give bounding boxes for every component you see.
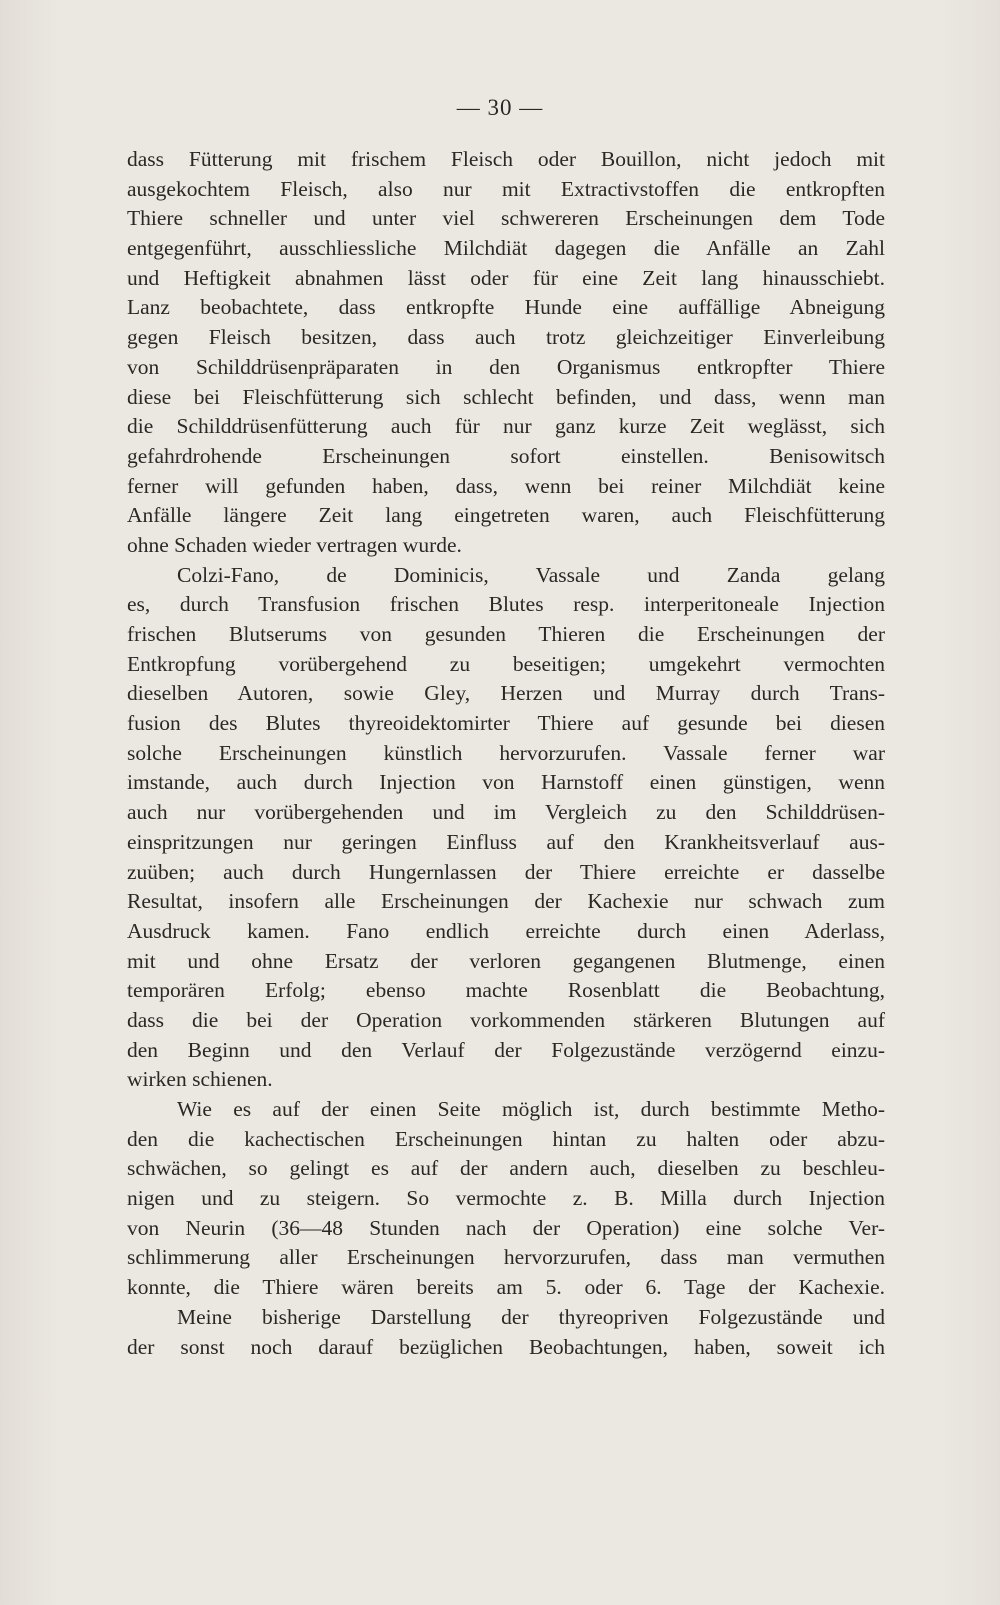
paragraph xyxy=(127,1303,885,1362)
text-line: Lanz beobachtete, dass entkropfte Hunde eine auffällige Abneigung xyxy=(127,295,885,320)
text-line: fusion des Blutes thyreoidektomirter Thiere auf gesunde bei diesen xyxy=(127,711,885,736)
text-line: es, durch Transfusion frischen Blutes resp. interperitoneale Injection xyxy=(127,592,885,617)
text-line: Colzi-Fano, de Dominicis, Vassale und Zanda gelang xyxy=(177,562,885,587)
text-line: Thiere schneller und unter viel schwereren Erscheinungen dem Tode xyxy=(127,206,885,231)
text-line: Wie es auf der einen Seite möglich ist, durch bestimmte Metho- xyxy=(177,1097,885,1121)
text-line: von Schilddrüsenpräparaten in den Organismus entkropfter Thiere xyxy=(127,354,885,379)
text-line: die Schilddrüsenfütterung auch für nur ganz kurze Zeit weglässt, sich xyxy=(127,414,885,439)
text-line: den die kachectischen Erscheinungen hintan zu halten oder abzu- xyxy=(127,1126,885,1151)
text-line: ohne Schaden wieder vertragen wurde. xyxy=(127,532,462,557)
text-line: ferner will gefunden haben, dass, wenn bei reiner Milchdiät keine xyxy=(127,473,885,498)
text-line: der sonst noch darauf bezüglichen Beobachtungen, haben, soweit ich xyxy=(127,1334,885,1359)
text-line: wirken schienen. xyxy=(127,1067,273,1092)
body-text xyxy=(127,145,885,1362)
text-line: diese bei Fleischfütterung sich schlecht befinden, und dass, wenn man xyxy=(127,384,885,409)
paragraph xyxy=(127,1095,885,1303)
text-line: und Heftigkeit abnahmen lässt oder für eine Zeit lang hinausschiebt. xyxy=(127,265,885,290)
text-line: imstande, auch durch Injection von Harnstoff einen günstigen, wenn xyxy=(127,770,885,795)
text-line: Resultat, insofern alle Erscheinungen der Kachexie nur schwach zum xyxy=(127,889,885,914)
text-line: gegen Fleisch besitzen, dass auch trotz gleichzeitiger Einverleibung xyxy=(127,325,885,350)
text-line: dass die bei der Operation vorkommenden stärkeren Blutungen auf xyxy=(127,1007,885,1032)
text-line: Entkropfung vorübergehend zu beseitigen; umgekehrt vermochten xyxy=(127,651,885,676)
text-line: temporären Erfolg; ebenso machte Rosenblatt die Beobachtung, xyxy=(127,978,885,1003)
text-line: auch nur vorübergehenden und im Vergleich zu den Schilddrüsen- xyxy=(127,800,885,825)
text-line: Anfälle längere Zeit lang eingetreten waren, auch Fleischfütterung xyxy=(127,503,885,528)
page-number: — 30 — xyxy=(456,95,544,120)
paragraph xyxy=(127,145,885,293)
text-line: den Beginn und den Verlauf der Folgezustände verzögernd einzu- xyxy=(127,1037,885,1062)
text-line: nigen und zu steigern. So vermochte z. B. Milla durch Injection xyxy=(127,1186,885,1211)
paragraph xyxy=(127,293,885,560)
text-line: solche Erscheinungen künstlich hervorzurufen. Vassale ferner war xyxy=(127,740,885,765)
text-line: ausgekochtem Fleisch, also nur mit Extractivstoffen die entkropften xyxy=(127,176,885,201)
text-line: einspritzungen nur geringen Einfluss auf den Krankheitsverlauf aus- xyxy=(127,829,885,854)
text-line: frischen Blutserums von gesunden Thieren die Erscheinungen der xyxy=(127,622,885,646)
text-line: Meine bisherige Darstellung der thyreopriven Folgezustände und xyxy=(177,1304,885,1329)
text-line: zuüben; auch durch Hungernlassen der Thiere erreichte er dasselbe xyxy=(127,859,885,884)
text-line: dass Fütterung mit frischem Fleisch oder Bouillon, nicht jedoch mit xyxy=(127,147,885,171)
paragraph xyxy=(127,561,885,1095)
text-line: schlimmerung aller Erscheinungen hervorzurufen, dass man vermuthen xyxy=(127,1245,885,1270)
text-line: dieselben Autoren, sowie Gley, Herzen und Murray durch Trans- xyxy=(127,681,885,706)
text-line: von Neurin (36—48 Stunden nach der Operation) eine solche Ver- xyxy=(127,1215,885,1240)
text-line: mit und ohne Ersatz der verloren gegangenen Blutmenge, einen xyxy=(127,948,885,973)
text-line: entgegenführt, ausschliessliche Milchdiät dagegen die Anfälle an Zahl xyxy=(127,236,885,261)
text-line: gefahrdrohende Erscheinungen sofort einstellen. Benisowitsch xyxy=(127,443,885,468)
text-line: Ausdruck kamen. Fano endlich erreichte durch einen Aderlass, xyxy=(127,918,885,943)
text-line: schwächen, so gelingt es auf der andern auch, dieselben zu beschleu- xyxy=(127,1156,885,1181)
text-line: konnte, die Thiere wären bereits am 5. oder 6. Tage der Kachexie. xyxy=(127,1275,885,1300)
